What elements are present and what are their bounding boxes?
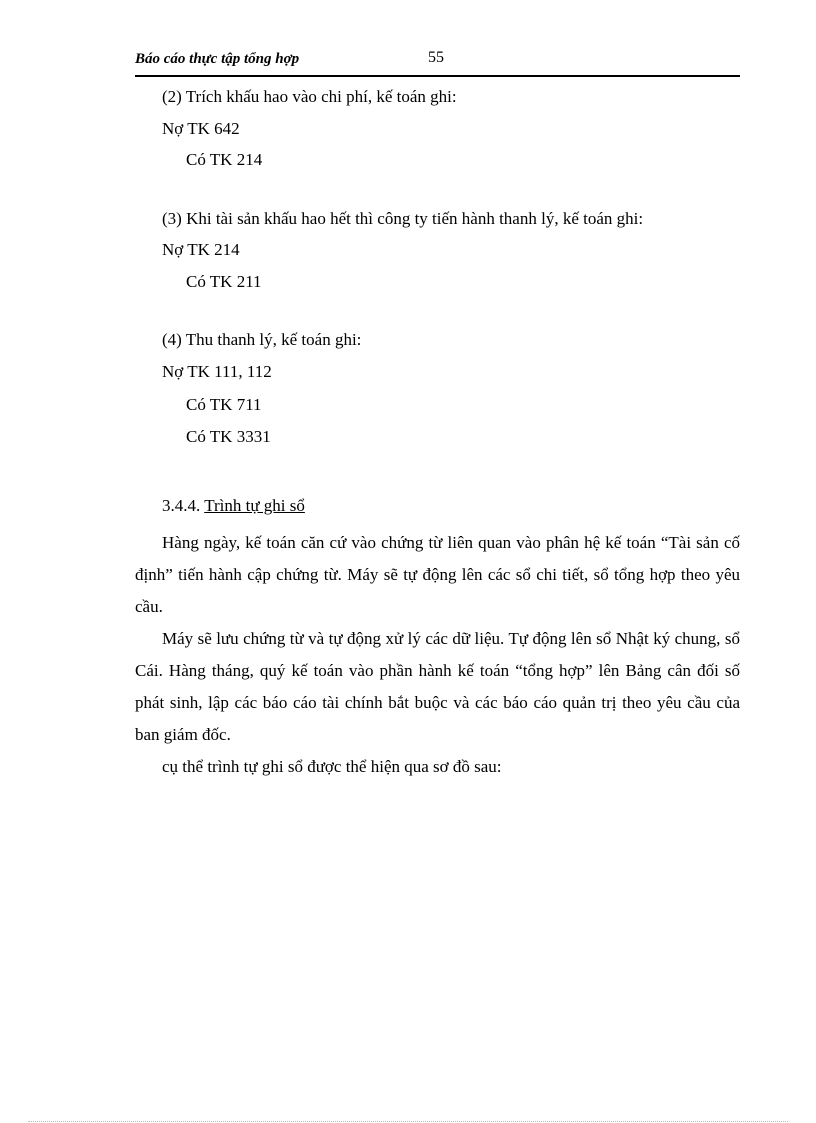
section-number: 3.4.4. — [162, 496, 201, 515]
debit-line: Nợ TK 214 — [162, 240, 240, 259]
credit-line: Có TK 214 — [186, 150, 263, 169]
section-heading — [162, 496, 305, 516]
credit-line: Có TK 3331 — [186, 427, 271, 446]
header-divider — [135, 75, 740, 77]
entry-heading-2: (2) Trích khấu hao vào chi phí, kế toán ghi: — [162, 87, 457, 106]
debit-line: Nợ TK 111, 112 — [162, 362, 272, 381]
entry-heading-4: (4) Thu thanh lý, kế toán ghi: — [162, 330, 362, 349]
paragraph: Máy sẽ lưu chứng từ và tự động xử lý các dữ liệu. Tự động lên sổ Nhật ký chung, sổ Cái. Hàng tháng, quý kế toán vào phần hành kế toán “tổng hợp” lên Bảng cân đối số phát sinh, lập các báo cáo tài chính bắt buộc và các báo cáo quản trị theo yêu cầu của ban giám đốc. — [135, 629, 740, 744]
paragraph: cụ thể trình tự ghi sổ được thể hiện qua sơ đồ sau: — [162, 757, 502, 776]
page-header — [135, 48, 740, 74]
section-title: Trình tự ghi sổ — [204, 496, 305, 515]
entry-heading-3: (3) Khi tài sản khấu hao hết thì công ty tiến hành thanh lý, kế toán ghi: — [162, 209, 644, 228]
credit-line: Có TK 711 — [186, 395, 262, 414]
paragraph: Hàng ngày, kế toán căn cứ vào chứng từ liên quan vào phân hệ kế toán “Tài sản cố định” tiến hành cập chứng từ. Máy sẽ tự động lên các sổ chi tiết, sổ tổng hợp theo yêu cầu. — [135, 533, 740, 616]
header-title: Báo cáo thực tập tổng hợp — [135, 51, 300, 67]
debit-line: Nợ TK 642 — [162, 119, 240, 138]
page-bottom-border — [28, 1121, 788, 1122]
page-number: 55 — [428, 49, 444, 66]
credit-line: Có TK 211 — [186, 272, 262, 291]
